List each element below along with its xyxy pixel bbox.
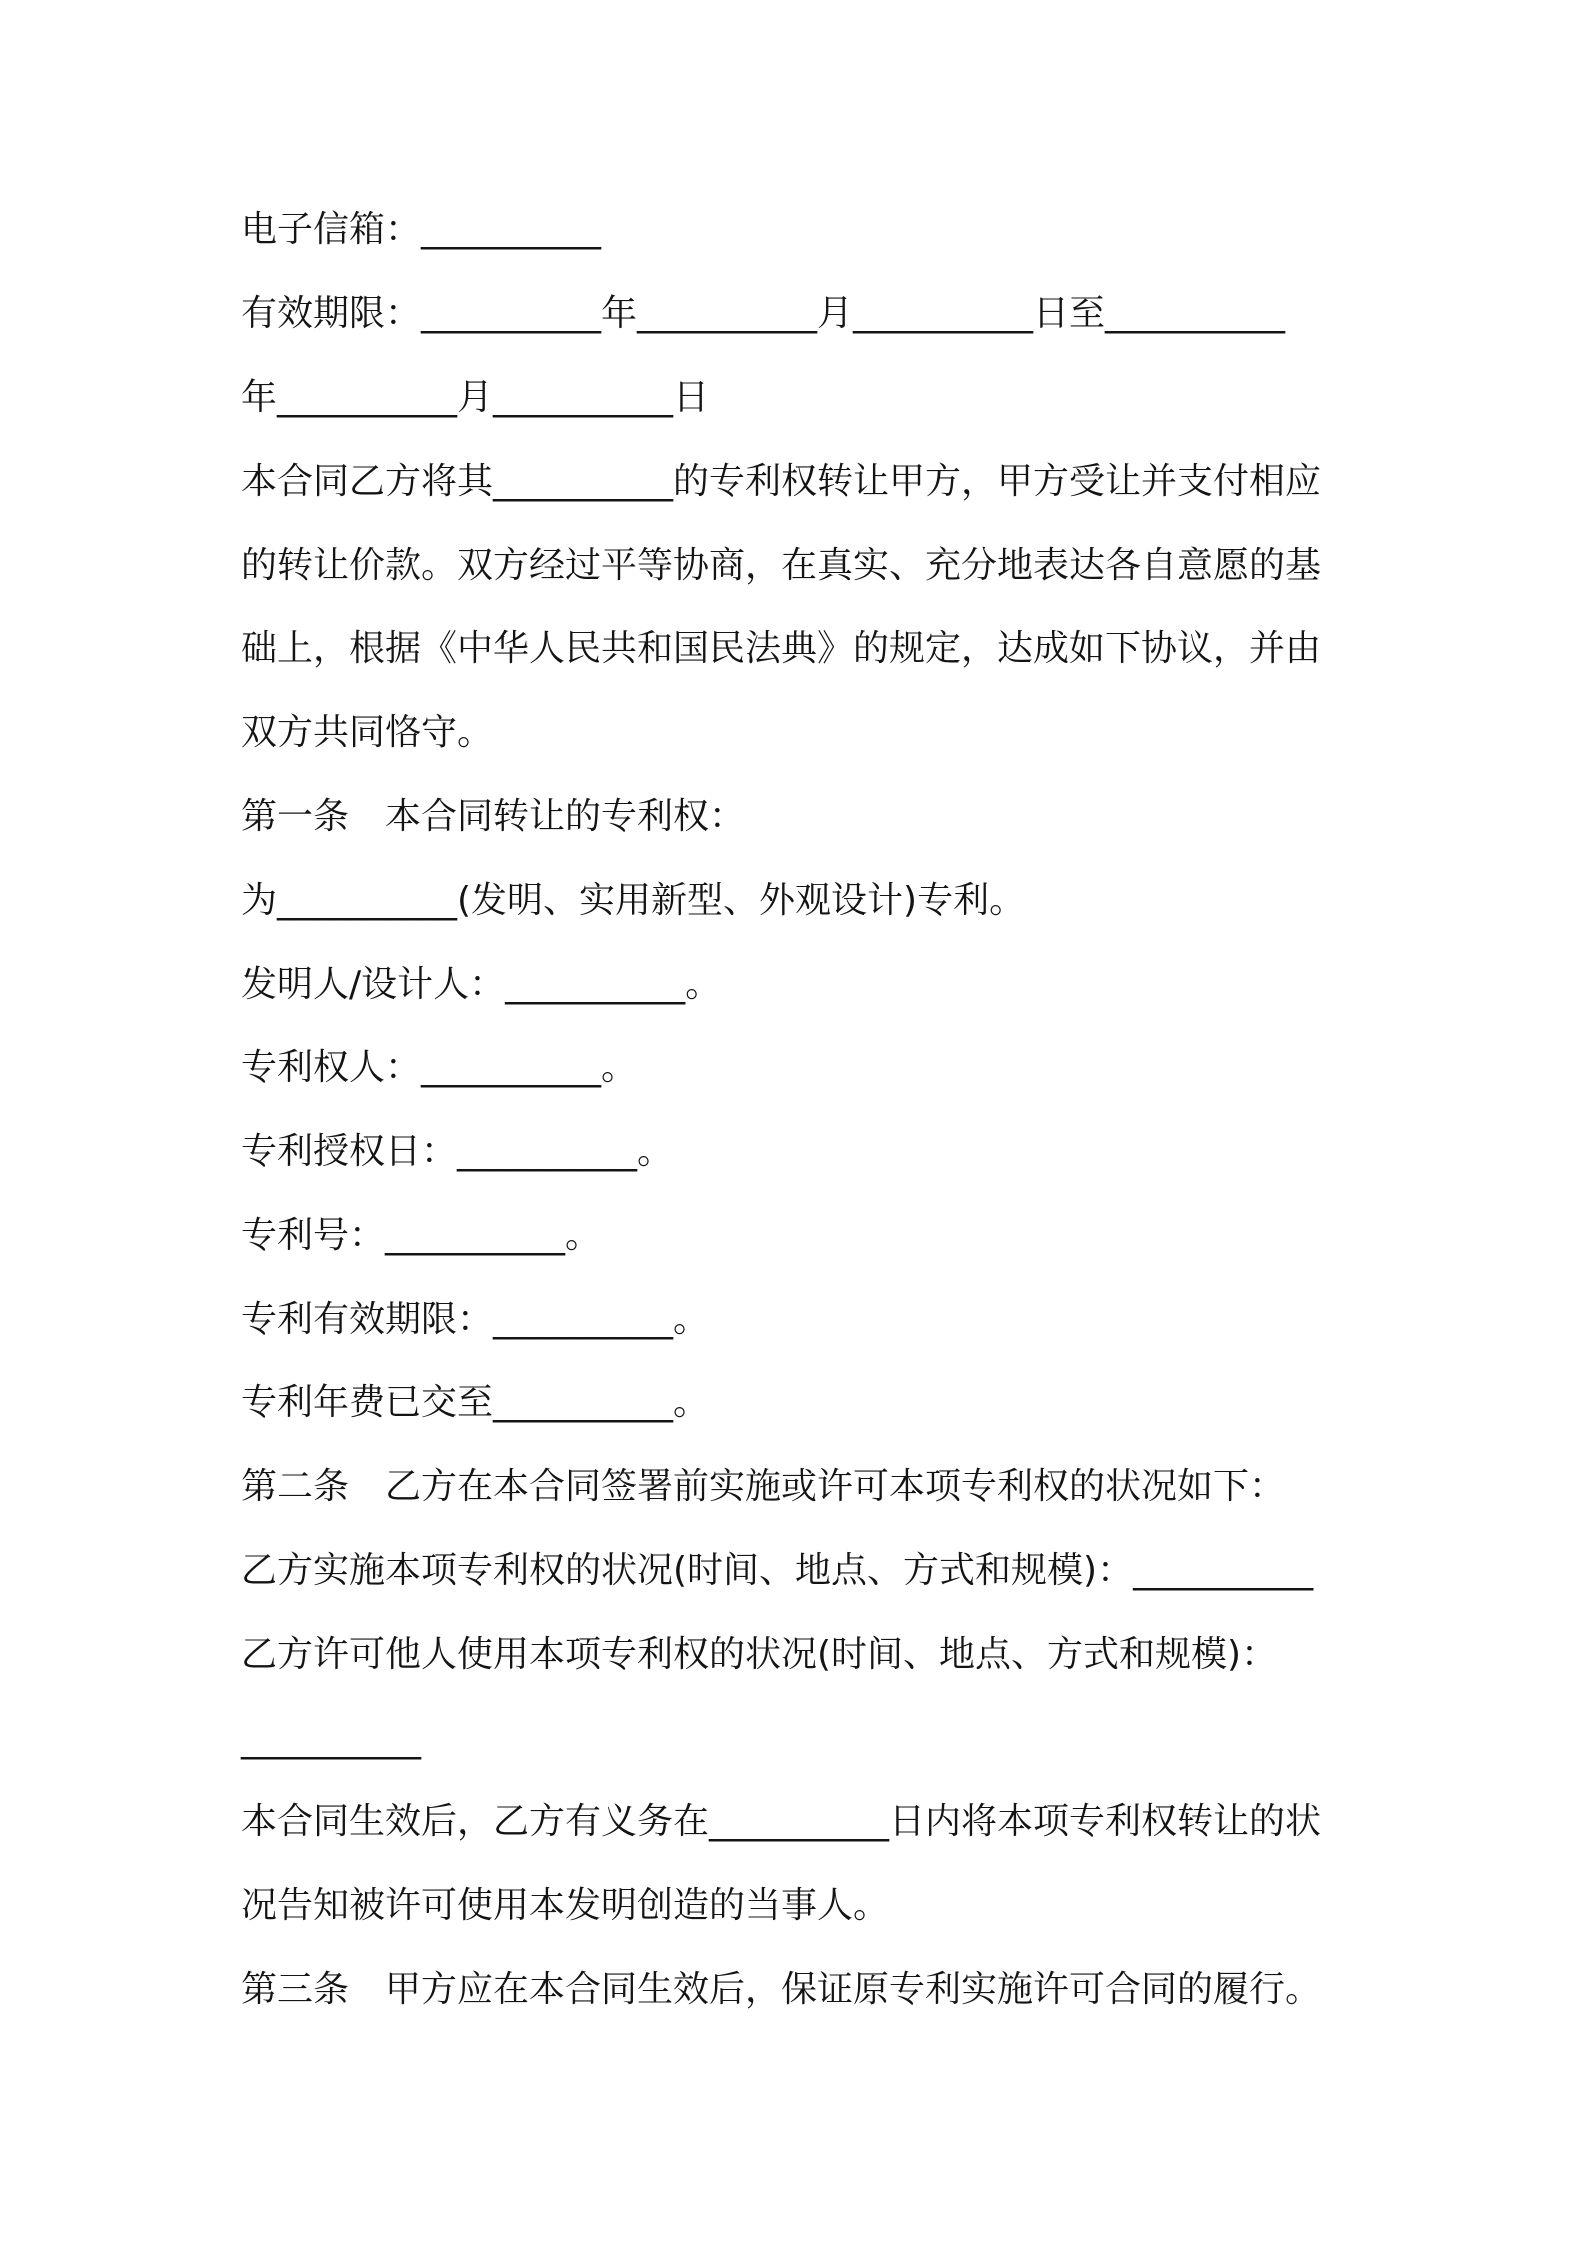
article-3-heading: 第三条 甲方应在本合同生效后，保证原专利实施许可合同的履行。 [241, 1969, 1322, 2010]
intro-paragraph-line-4: 双方共同恪守。 [241, 712, 494, 753]
implementation-status-line: 乙方实施本项专利权的状况(时间、地点、方式和规模)：__________ [241, 1550, 1314, 1591]
intro-paragraph-line-3: 础上，根据《中华人民共和国民法典》的规定，达成如下协议，并由 [241, 628, 1322, 669]
article-1-heading: 第一条 本合同转让的专利权： [241, 796, 746, 837]
patent-number-line: 专利号：__________。 [241, 1215, 602, 1256]
grant-date-line: 专利授权日：__________。 [241, 1131, 674, 1172]
license-status-line: 乙方许可他人使用本项专利权的状况(时间、地点、方式和规模)： [241, 1634, 1278, 1675]
patent-validity-line: 专利有效期限：__________。 [241, 1299, 710, 1340]
annual-fee-line: 专利年费已交至__________。 [241, 1382, 710, 1423]
intro-paragraph-line-2: 的转让价款。双方经过平等协商，在真实、充分地表达各自意愿的基 [241, 545, 1322, 586]
validity-period-end-line: 年__________月__________日 [241, 377, 709, 418]
license-status-blank: __________ [241, 1719, 421, 1760]
email-line: 电子信箱：__________ [241, 209, 602, 250]
intro-paragraph-line-1: 本合同乙方将其__________的专利权转让甲方，甲方受让并支付相应 [241, 461, 1322, 502]
article-2-heading: 第二条 乙方在本合同签署前实施或许可本项专利权的状况如下： [241, 1466, 1286, 1507]
validity-period-line: 有效期限：__________年__________月__________日至__________ [241, 293, 1286, 334]
notification-line-1: 本合同生效后，乙方有义务在__________日内将本项专利权转让的状 [241, 1801, 1322, 1842]
patentee-line: 专利权人：__________。 [241, 1047, 638, 1088]
notification-line-2: 况告知被许可使用本发明创造的当事人。 [241, 1885, 890, 1926]
patent-type-line: 为__________(发明、实用新型、外观设计)专利。 [241, 880, 1026, 921]
inventor-line: 发明人/设计人：__________。 [241, 964, 722, 1005]
